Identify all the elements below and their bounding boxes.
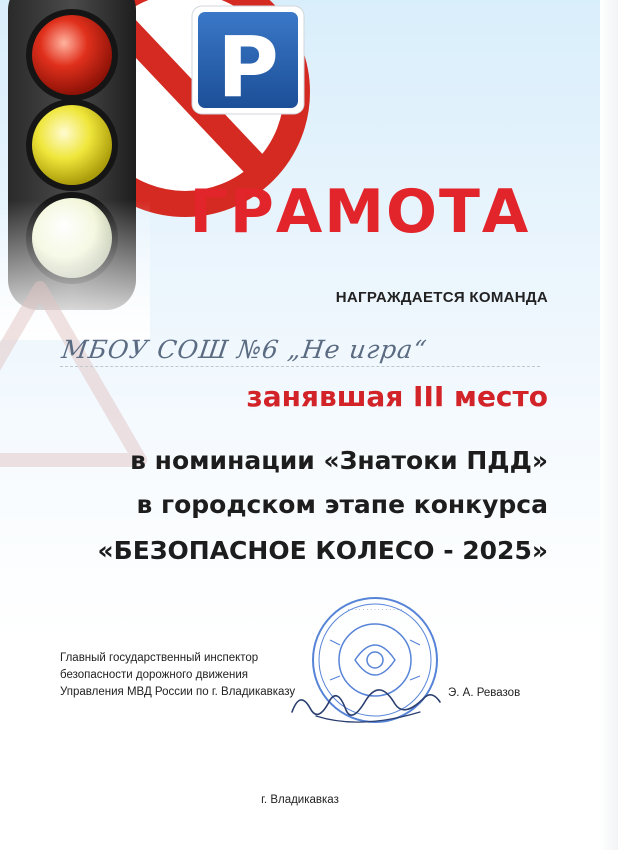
signatory-position-line: Управления МВД России по г. Владикавказу (60, 686, 296, 698)
awarded-to-label: НАГРАЖДАЕТСЯ КОМАНДА (335, 289, 548, 306)
signatory-position-line: безопасности дорожного движения (60, 669, 248, 681)
parking-sign-icon (192, 6, 304, 116)
stage-text: в городском этапе конкурса (136, 490, 548, 519)
nomination-text: в номинации «Знатоки ПДД» (130, 446, 548, 475)
signatory-position (60, 650, 295, 701)
contest-name: «БЕЗОПАСНОЕ КОЛЕСО - 2025» (97, 536, 548, 565)
place-text: занявшая III место (246, 380, 548, 413)
team-name-line (60, 366, 540, 368)
signatory-name: Э. А. Ревазов (448, 687, 521, 699)
city-label: г. Владикавказ (261, 794, 339, 806)
signatory-position-line: Главный государственный инспектор (60, 652, 259, 664)
svg-text:· · · · · · · · · · · · · · ·: · · · · · · · · · · · · · · · (347, 607, 403, 614)
svg-text:P: P (217, 18, 279, 116)
team-name-handwritten: МБОУ СОШ №6 „Не игра“ (59, 335, 430, 364)
certificate-title: ГРАМОТА (189, 177, 531, 247)
